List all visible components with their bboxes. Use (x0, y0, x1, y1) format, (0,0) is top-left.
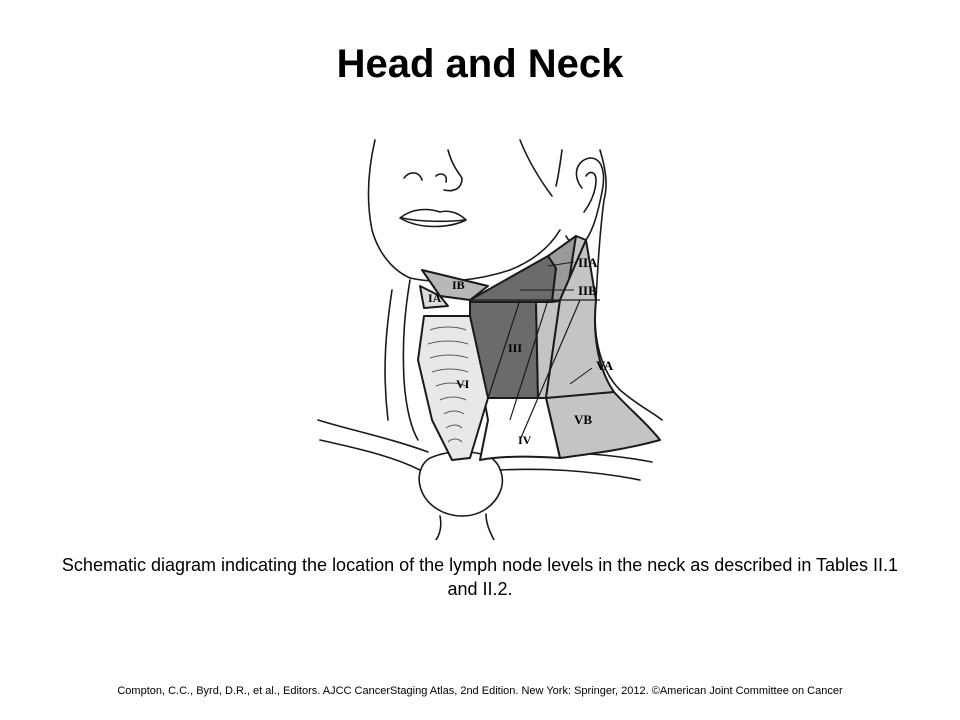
level-iia-region (470, 256, 556, 302)
label-iv: IV (518, 433, 532, 447)
level-iv-region (480, 398, 560, 460)
label-iii: III (508, 341, 523, 355)
label-va: VA (596, 358, 614, 373)
label-iib: IIB (578, 283, 597, 298)
label-ia: IA (428, 291, 442, 305)
label-vi: VI (456, 377, 470, 391)
neck-lymph-node-diagram (300, 130, 670, 540)
neck-diagram-svg (300, 130, 670, 540)
source-citation: Compton, C.C., Byrd, D.R., et al., Editors. AJCC CancerStaging Atlas, 2nd Edition. New York: Springer, 2012. ©American Joint Committee on Cancer (117, 685, 843, 697)
figure-caption: Schematic diagram indicating the location of the lymph node levels in the neck as described in Tables II.1 and II.2. (61, 555, 899, 599)
label-vb: VB (574, 412, 593, 427)
label-iia: IIA (578, 255, 598, 270)
label-ib: IB (452, 278, 465, 292)
level-vb-region (546, 392, 660, 458)
slide-title: Head and Neck (336, 42, 624, 86)
lymph-node-levels (418, 236, 660, 460)
